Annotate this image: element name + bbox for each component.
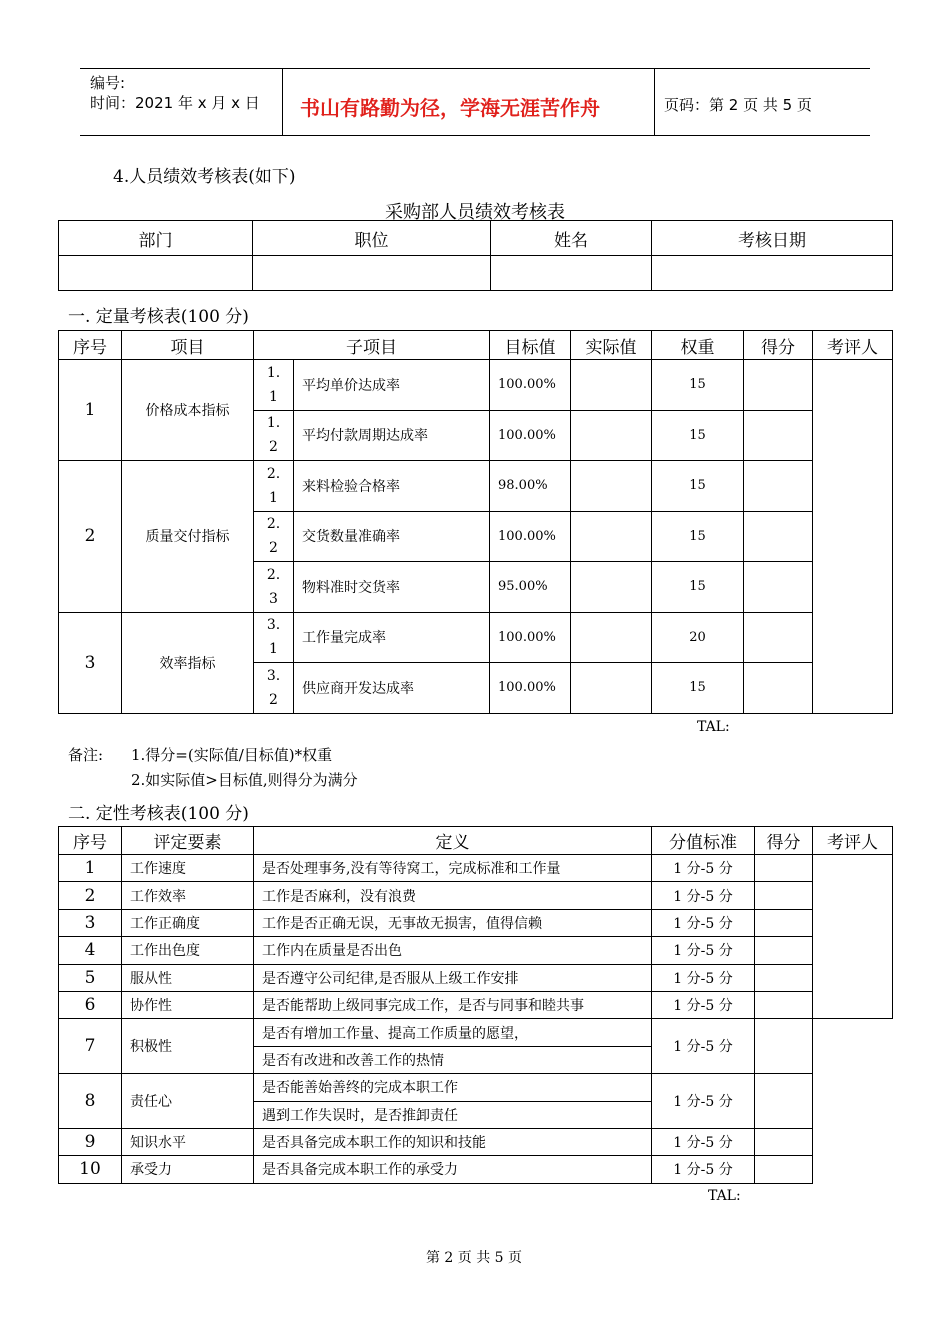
sub-item: 来料检验合格率 — [294, 461, 490, 512]
group-number: 3 — [59, 612, 122, 713]
table-row — [59, 1156, 893, 1183]
table-row — [59, 964, 893, 991]
score-standard: 1 分-5 分 — [652, 1128, 755, 1155]
sub-code: 1. 2 — [254, 410, 294, 461]
target-value: 100.00% — [490, 410, 571, 461]
doc-time-label: 时间：2021 年 x 月 x 日 — [90, 94, 260, 112]
score-standard: 1 分-5 分 — [652, 855, 755, 882]
quant-header-item: 项目 — [122, 331, 254, 360]
factor-name: 工作速度 — [122, 855, 254, 882]
score-cell[interactable] — [755, 1128, 813, 1155]
page-indicator: 页码：第 2 页 共 5 页 — [664, 96, 812, 114]
factor-definition: 是否处理事务,没有等待窝工，完成标准和工作量 — [254, 855, 652, 882]
target-value: 100.00% — [490, 511, 571, 562]
table-row — [59, 1074, 893, 1101]
score-cell[interactable] — [755, 1074, 813, 1129]
info-cell-date[interactable] — [652, 256, 893, 291]
row-number: 5 — [59, 964, 122, 991]
quant-table — [58, 330, 893, 714]
factor-definition: 工作是否麻利，没有浪费 — [254, 882, 652, 909]
target-value: 95.00% — [490, 562, 571, 613]
notes-line-2: 2.如实际值>目标值,则得分为满分 — [131, 771, 358, 789]
weight-value: 15 — [652, 410, 744, 461]
weight-value: 15 — [652, 360, 744, 411]
weight-value: 20 — [652, 612, 744, 663]
actual-value-cell[interactable] — [571, 663, 652, 714]
table-row — [59, 991, 893, 1018]
table-row — [59, 855, 893, 882]
score-cell[interactable] — [744, 360, 813, 411]
score-standard: 1 分-5 分 — [652, 1074, 755, 1129]
score-cell[interactable] — [744, 562, 813, 613]
info-cell-name[interactable] — [491, 256, 652, 291]
factor-definition: 工作内在质量是否出色 — [254, 937, 652, 964]
qual-header-definition: 定义 — [254, 827, 652, 855]
target-value: 100.00% — [490, 663, 571, 714]
table-row — [59, 937, 893, 964]
section-title: 4.人员绩效考核表(如下) — [113, 167, 296, 187]
row-number: 4 — [59, 937, 122, 964]
factor-definition: 是否有改进和改善工作的热情 — [254, 1046, 652, 1073]
score-cell[interactable] — [744, 511, 813, 562]
sub-item: 物料准时交货率 — [294, 562, 490, 613]
factor-definition: 是否能帮助上级同事完成工作，是否与同事和睦共事 — [254, 991, 652, 1018]
factor-name: 积极性 — [122, 1019, 254, 1074]
factor-name: 服从性 — [122, 964, 254, 991]
actual-value-cell[interactable] — [571, 562, 652, 613]
factor-definition: 是否具备完成本职工作的承受力 — [254, 1156, 652, 1183]
factor-definition: 是否有增加工作量、提高工作质量的愿望， — [254, 1019, 652, 1046]
score-cell[interactable] — [744, 461, 813, 512]
actual-value-cell[interactable] — [571, 511, 652, 562]
sub-item: 供应商开发达成率 — [294, 663, 490, 714]
quant-total-label: TAL: — [697, 719, 730, 735]
table-row — [59, 612, 893, 663]
row-number: 3 — [59, 909, 122, 936]
quant-header-no: 序号 — [59, 331, 122, 360]
target-value: 100.00% — [490, 360, 571, 411]
score-cell[interactable] — [755, 937, 813, 964]
score-cell[interactable] — [744, 612, 813, 663]
factor-name: 知识水平 — [122, 1128, 254, 1155]
notes-label: 备注: — [68, 746, 104, 764]
quant-header-subitem: 子项目 — [254, 331, 490, 360]
score-cell[interactable] — [744, 410, 813, 461]
sub-item: 平均付款周期达成率 — [294, 410, 490, 461]
factor-name: 承受力 — [122, 1156, 254, 1183]
info-table — [58, 220, 893, 291]
actual-value-cell[interactable] — [571, 461, 652, 512]
factor-definition: 工作是否正确无误，无事故无损害，值得信赖 — [254, 909, 652, 936]
score-standard: 1 分-5 分 — [652, 964, 755, 991]
weight-value: 15 — [652, 663, 744, 714]
score-cell[interactable] — [755, 855, 813, 882]
info-cell-position[interactable] — [253, 256, 491, 291]
score-cell[interactable] — [755, 1156, 813, 1183]
header-divider-right — [654, 68, 655, 136]
score-standard: 1 分-5 分 — [652, 937, 755, 964]
doc-number-label: 编号: — [90, 74, 126, 92]
sub-item: 工作量完成率 — [294, 612, 490, 663]
quant-header-weight: 权重 — [652, 331, 744, 360]
factor-definition: 遇到工作失误时，是否推卸责任 — [254, 1101, 652, 1128]
sub-item: 交货数量准确率 — [294, 511, 490, 562]
qual-header-no: 序号 — [59, 827, 122, 855]
weight-value: 15 — [652, 511, 744, 562]
qual-title: 二. 定性考核表(100 分) — [68, 804, 249, 824]
sub-code: 1. 1 — [254, 360, 294, 411]
actual-value-cell[interactable] — [571, 410, 652, 461]
qual-header-score-standard: 分值标准 — [652, 827, 755, 855]
score-standard: 1 分-5 分 — [652, 882, 755, 909]
quant-header-evaluator: 考评人 — [813, 331, 893, 360]
group-item: 效率指标 — [122, 612, 254, 713]
sub-code: 2. 3 — [254, 562, 294, 613]
group-number: 1 — [59, 360, 122, 461]
row-number: 6 — [59, 991, 122, 1018]
header-top-rule — [80, 68, 870, 69]
actual-value-cell[interactable] — [571, 612, 652, 663]
score-cell[interactable] — [755, 964, 813, 991]
factor-name: 工作效率 — [122, 882, 254, 909]
target-value: 100.00% — [490, 612, 571, 663]
qual-table — [58, 826, 893, 1184]
info-header-date: 考核日期 — [652, 221, 893, 256]
score-cell[interactable] — [755, 909, 813, 936]
table-row — [59, 882, 893, 909]
header-bottom-rule — [80, 135, 870, 136]
qual-header-score: 得分 — [755, 827, 813, 855]
quant-header-score: 得分 — [744, 331, 813, 360]
quant-header-target: 目标值 — [490, 331, 571, 360]
table-row — [59, 909, 893, 936]
notes-line-1: 1.得分=(实际值/目标值)*权重 — [131, 746, 333, 764]
header-motto: 书山有路勤为径，学海无涯苦作舟 — [300, 96, 600, 120]
sub-code: 2. 2 — [254, 511, 294, 562]
row-number: 1 — [59, 855, 122, 882]
table-row — [59, 461, 893, 512]
qual-header-evaluator: 考评人 — [813, 827, 893, 855]
factor-definition: 是否具备完成本职工作的知识和技能 — [254, 1128, 652, 1155]
group-item: 质量交付指标 — [122, 461, 254, 613]
table-row — [59, 1128, 893, 1155]
sub-code: 2. 1 — [254, 461, 294, 512]
factor-name: 责任心 — [122, 1074, 254, 1129]
score-standard: 1 分-5 分 — [652, 1019, 755, 1074]
table-row — [59, 1019, 893, 1046]
factor-name: 协作性 — [122, 991, 254, 1018]
sub-code: 3. 1 — [254, 612, 294, 663]
quant-header-actual: 实际值 — [571, 331, 652, 360]
factor-definition: 是否遵守公司纪律,是否服从上级工作安排 — [254, 964, 652, 991]
weight-value: 15 — [652, 461, 744, 512]
factor-name: 工作正确度 — [122, 909, 254, 936]
qual-header-factor: 评定要素 — [122, 827, 254, 855]
weight-value: 15 — [652, 562, 744, 613]
group-item: 价格成本指标 — [122, 360, 254, 461]
row-number: 8 — [59, 1074, 122, 1129]
score-cell[interactable] — [755, 1019, 813, 1074]
score-cell[interactable] — [755, 991, 813, 1018]
evaluator-blank — [813, 1019, 893, 1183]
evaluator-cell[interactable] — [813, 360, 893, 714]
page-footer: 第 2 页 共 5 页 — [425, 1250, 523, 1266]
factor-name: 工作出色度 — [122, 937, 254, 964]
sub-item: 平均单价达成率 — [294, 360, 490, 411]
actual-value-cell[interactable] — [571, 360, 652, 411]
info-header-name: 姓名 — [491, 221, 652, 256]
factor-definition: 是否能善始善终的完成本职工作 — [254, 1074, 652, 1101]
score-standard: 1 分-5 分 — [652, 909, 755, 936]
quant-title: 一. 定量考核表(100 分) — [68, 307, 249, 327]
header-divider-left — [282, 68, 283, 136]
score-standard: 1 分-5 分 — [652, 1156, 755, 1183]
qual-total-label: TAL: — [708, 1188, 741, 1204]
group-number: 2 — [59, 461, 122, 613]
table-row — [59, 360, 893, 411]
evaluator-cell[interactable] — [813, 855, 893, 1019]
form-title: 采购部人员绩效考核表 — [385, 202, 565, 223]
row-number: 9 — [59, 1128, 122, 1155]
info-cell-dept[interactable] — [59, 256, 253, 291]
score-cell[interactable] — [755, 882, 813, 909]
info-header-dept: 部门 — [59, 221, 253, 256]
row-number: 10 — [59, 1156, 122, 1183]
row-number: 7 — [59, 1019, 122, 1074]
score-cell[interactable] — [744, 663, 813, 714]
row-number: 2 — [59, 882, 122, 909]
sub-code: 3. 2 — [254, 663, 294, 714]
score-standard: 1 分-5 分 — [652, 991, 755, 1018]
target-value: 98.00% — [490, 461, 571, 512]
info-header-position: 职位 — [253, 221, 491, 256]
